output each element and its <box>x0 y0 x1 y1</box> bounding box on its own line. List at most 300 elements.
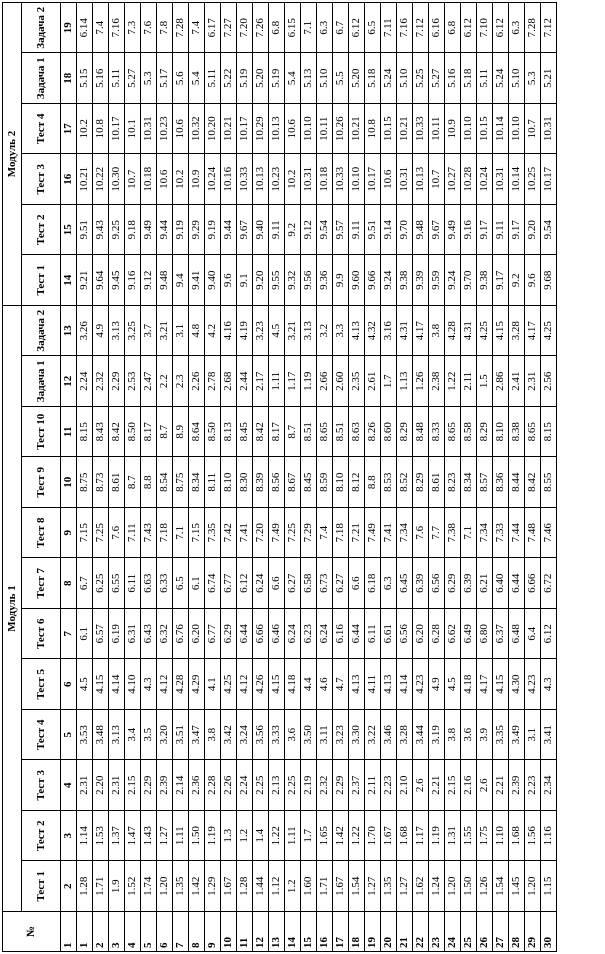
table-cell: 7.15 <box>77 508 93 559</box>
table-cell: 10.10 <box>461 104 477 155</box>
table-cell: 4.14 <box>109 659 125 710</box>
table-cell: 6.32 <box>157 609 173 660</box>
column-number: 8 <box>61 558 77 609</box>
table-row <box>525 3 541 952</box>
table-cell: 2.19 <box>301 760 317 811</box>
table-cell: 3.24 <box>237 710 253 761</box>
row-number: 22 <box>413 912 429 952</box>
table-cell: 6.40 <box>493 558 509 609</box>
table-cell: 9.17 <box>477 205 493 256</box>
table-cell: 6.39 <box>461 558 477 609</box>
table-cell: 10.31 <box>541 104 557 155</box>
table-cell: 6.63 <box>141 558 157 609</box>
table-cell: 1.56 <box>525 811 541 862</box>
table-cell: 6.12 <box>461 3 477 54</box>
table-cell: 4.28 <box>173 659 189 710</box>
table-cell: 5.6 <box>173 53 189 104</box>
table-cell: 1.19 <box>429 811 445 862</box>
table-cell: 6.56 <box>397 609 413 660</box>
table-cell: 10.33 <box>413 104 429 155</box>
table-cell: 8.54 <box>157 457 173 508</box>
table-cell: 5.4 <box>285 53 301 104</box>
column-number: 9 <box>61 508 77 559</box>
row-number: 2 <box>93 912 109 952</box>
table-cell: 6.25 <box>93 558 109 609</box>
table-cell: 10.28 <box>461 154 477 205</box>
table-cell: 1.54 <box>493 861 509 912</box>
table-cell: 2.38 <box>429 356 445 407</box>
table-cell: 10.29 <box>253 104 269 155</box>
table-cell: 1.16 <box>541 811 557 862</box>
column-number: 15 <box>61 205 77 256</box>
column-number: 11 <box>61 407 77 458</box>
table-cell: 5.15 <box>77 53 93 104</box>
table-cell: 6.14 <box>77 3 93 54</box>
module-1-column-header: Тест 4 <box>22 710 61 761</box>
table-cell: 2.31 <box>77 760 93 811</box>
table-cell: 1.22 <box>269 811 285 862</box>
column-names-row <box>22 3 61 952</box>
row-number: 19 <box>365 912 381 952</box>
table-cell: 10.31 <box>493 154 509 205</box>
table-cell: 4.18 <box>461 659 477 710</box>
table-cell: 7.7 <box>429 508 445 559</box>
table-cell: 4.5 <box>445 659 461 710</box>
table-cell: 8.45 <box>301 457 317 508</box>
table-row <box>93 3 109 952</box>
table-cell: 3.48 <box>93 710 109 761</box>
row-number: 11 <box>237 912 253 952</box>
table-cell: 4.9 <box>429 659 445 710</box>
table-cell: 6.24 <box>253 558 269 609</box>
table-cell: 1.75 <box>477 811 493 862</box>
table-cell: 7.1 <box>301 3 317 54</box>
table-cell: 6.5 <box>173 558 189 609</box>
table-cell: 9.6 <box>525 255 541 306</box>
table-cell: 10.2 <box>173 154 189 205</box>
table-cell: 9.11 <box>349 205 365 256</box>
table-cell: 2.31 <box>109 760 125 811</box>
table-cell: 6.80 <box>477 609 493 660</box>
table-cell: 9.19 <box>205 205 221 256</box>
table-cell: 5.18 <box>461 53 477 104</box>
table-cell: 9.12 <box>141 255 157 306</box>
table-cell: 8.39 <box>253 457 269 508</box>
table-cell: 6.3 <box>509 3 525 54</box>
table-cell: 3.50 <box>301 710 317 761</box>
table-cell: 1.54 <box>349 861 365 912</box>
table-cell: 10.30 <box>109 154 125 205</box>
table-cell: 3.23 <box>253 306 269 357</box>
table-cell: 2.37 <box>349 760 365 811</box>
row-number: 6 <box>157 912 173 952</box>
table-cell: 3.3 <box>333 306 349 357</box>
table-cell: 9.21 <box>77 255 93 306</box>
table-cell: 2.23 <box>525 760 541 811</box>
table-cell: 8.15 <box>541 407 557 458</box>
table-cell: 10.15 <box>477 104 493 155</box>
table-cell: 8.48 <box>413 407 429 458</box>
table-row <box>461 3 477 952</box>
table-row <box>493 3 509 952</box>
table-cell: 6.16 <box>429 3 445 54</box>
table-cell: 5.24 <box>381 53 397 104</box>
table-cell: 3.19 <box>429 710 445 761</box>
table-cell: 1.29 <box>205 861 221 912</box>
table-cell: 6.39 <box>413 558 429 609</box>
table-cell: 4.3 <box>141 659 157 710</box>
table-cell: 7.27 <box>221 3 237 54</box>
group-header-row <box>3 3 22 952</box>
module-2-column-header: Тест 1 <box>22 255 61 306</box>
column-number: 4 <box>61 760 77 811</box>
table-cell: 7.26 <box>253 3 269 54</box>
column-number: 18 <box>61 53 77 104</box>
table-cell: 10.27 <box>445 154 461 205</box>
table-cell: 9.17 <box>509 205 525 256</box>
table-cell: 2.21 <box>429 760 445 811</box>
table-cell: 2.44 <box>237 356 253 407</box>
table-cell: 8.17 <box>269 407 285 458</box>
table-cell: 8.12 <box>349 457 365 508</box>
table-cell: 7.3 <box>125 3 141 54</box>
table-cell: 6.8 <box>445 3 461 54</box>
table-cell: 2.15 <box>445 760 461 811</box>
table-cell: 6.73 <box>317 558 333 609</box>
table-cell: 7.11 <box>125 508 141 559</box>
table-cell: 6.66 <box>525 558 541 609</box>
table-cell: 5.11 <box>477 53 493 104</box>
table-cell: 2.35 <box>349 356 365 407</box>
table-cell: 3.21 <box>157 306 173 357</box>
table-cell: 6.16 <box>333 609 349 660</box>
table-cell: 7.10 <box>477 3 493 54</box>
table-cell: 2.21 <box>493 760 509 811</box>
table-cell: 6.62 <box>445 609 461 660</box>
table-cell: 10.31 <box>301 154 317 205</box>
table-cell: 9.11 <box>269 205 285 256</box>
table-cell: 8.75 <box>77 457 93 508</box>
table-cell: 3.28 <box>397 710 413 761</box>
table-cell: 9.54 <box>541 205 557 256</box>
row-number: 23 <box>429 912 445 952</box>
table-cell: 10.14 <box>493 104 509 155</box>
table-cell: 8.10 <box>221 457 237 508</box>
table-cell: 8.61 <box>429 457 445 508</box>
table-cell: 3.1 <box>525 710 541 761</box>
table-cell: 9.17 <box>493 255 509 306</box>
table-row <box>301 3 317 952</box>
table-cell: 10.13 <box>253 154 269 205</box>
table-cell: 3.1 <box>173 306 189 357</box>
table-cell: 2.15 <box>125 760 141 811</box>
table-cell: 1.68 <box>397 811 413 862</box>
table-cell: 6.15 <box>285 3 301 54</box>
table-row <box>413 3 429 952</box>
table-cell: 1.7 <box>381 356 397 407</box>
number-header: № <box>3 912 61 952</box>
table-cell: 1.20 <box>445 861 461 912</box>
table-cell: 4.18 <box>285 659 301 710</box>
table-cell: 6.56 <box>429 558 445 609</box>
table-cell: 6.24 <box>317 609 333 660</box>
table-cell: 3.6 <box>461 710 477 761</box>
table-row <box>157 3 173 952</box>
table-cell: 9.43 <box>93 205 109 256</box>
table-cell: 3.6 <box>285 710 301 761</box>
row-number: 20 <box>381 912 397 952</box>
module-1-column-header: Тест 1 <box>22 861 61 912</box>
table-cell: 9.54 <box>317 205 333 256</box>
table-cell: 1.28 <box>237 861 253 912</box>
table-cell: 7.34 <box>477 508 493 559</box>
table-cell: 8.15 <box>77 407 93 458</box>
table-cell: 10.14 <box>509 154 525 205</box>
table-cell: 5.20 <box>253 53 269 104</box>
module-1-column-header: Тест 6 <box>22 609 61 660</box>
table-cell: 3.16 <box>381 306 397 357</box>
table-cell: 10.10 <box>509 104 525 155</box>
table-cell: 2.53 <box>125 356 141 407</box>
table-cell: 9.11 <box>493 205 509 256</box>
table-cell: 3.23 <box>333 710 349 761</box>
table-cell: 4.1 <box>205 659 221 710</box>
table-cell: 6.77 <box>205 609 221 660</box>
table-cell: 10.18 <box>317 154 333 205</box>
table-cell: 7.1 <box>461 508 477 559</box>
table-cell: 4.28 <box>445 306 461 357</box>
table-cell: 7.49 <box>269 508 285 559</box>
table-cell: 1.3 <box>221 811 237 862</box>
table-cell: 1.20 <box>157 861 173 912</box>
table-cell: 1.7 <box>301 811 317 862</box>
row-number: 9 <box>205 912 221 952</box>
table-cell: 10.26 <box>333 104 349 155</box>
module-1-column-header: Тест 8 <box>22 508 61 559</box>
table-cell: 4.14 <box>397 659 413 710</box>
table-cell: 7.6 <box>109 508 125 559</box>
table-cell: 10.11 <box>429 104 445 155</box>
table-cell: 6.3 <box>381 558 397 609</box>
table-cell: 2.20 <box>93 760 109 811</box>
table-cell: 10.17 <box>109 104 125 155</box>
row-number: 13 <box>269 912 285 952</box>
table-cell: 4.11 <box>365 659 381 710</box>
table-cell: 9.38 <box>397 255 413 306</box>
table-cell: 4.23 <box>413 659 429 710</box>
table-cell: 3.33 <box>269 710 285 761</box>
table-cell: 7.8 <box>157 3 173 54</box>
table-cell: 8.63 <box>349 407 365 458</box>
table-cell: 2.16 <box>461 760 477 811</box>
module-2-header: Модуль 2 <box>3 3 22 306</box>
table-cell: 2.39 <box>157 760 173 811</box>
table-cell: 1.11 <box>285 811 301 862</box>
table-cell: 8.13 <box>221 407 237 458</box>
table-cell: 9.40 <box>253 205 269 256</box>
table-cell: 9.38 <box>477 255 493 306</box>
row-number: 25 <box>461 912 477 952</box>
table-row <box>109 3 125 952</box>
module-1-column-header: Задача 2 <box>22 306 61 357</box>
table-cell: 8.7 <box>285 407 301 458</box>
table-cell: 10.21 <box>349 104 365 155</box>
table-cell: 4.17 <box>413 306 429 357</box>
table-cell: 1.17 <box>413 811 429 862</box>
table-cell: 2.36 <box>189 760 205 811</box>
row-number: 24 <box>445 912 461 952</box>
table-cell: 5.10 <box>509 53 525 104</box>
table-cell: 5.19 <box>269 53 285 104</box>
table-cell: 3.25 <box>125 306 141 357</box>
table-cell: 4.9 <box>93 306 109 357</box>
table-cell: 1.67 <box>333 861 349 912</box>
table-cell: 4.15 <box>493 306 509 357</box>
table-cell: 6.7 <box>77 558 93 609</box>
column-number: 2 <box>61 861 77 912</box>
table-cell: 9.20 <box>525 205 541 256</box>
table-cell: 9.68 <box>541 255 557 306</box>
column-number: 7 <box>61 609 77 660</box>
table-cell: 3.47 <box>189 710 205 761</box>
row-number: 27 <box>493 912 509 952</box>
table-cell: 2.14 <box>173 760 189 811</box>
row-number: 16 <box>317 912 333 952</box>
table-cell: 4.10 <box>125 659 141 710</box>
table-cell: 4.3 <box>541 659 557 710</box>
table-cell: 8.38 <box>509 407 525 458</box>
table-cell: 10.13 <box>269 104 285 155</box>
table-cell: 8.67 <box>285 457 301 508</box>
table-cell: 5.20 <box>349 53 365 104</box>
table-cell: 10.9 <box>189 154 205 205</box>
table-cell: 8.42 <box>253 407 269 458</box>
row-number: 28 <box>509 912 525 952</box>
column-number: 16 <box>61 154 77 205</box>
table-cell: 7.11 <box>381 3 397 54</box>
table-cell: 2.28 <box>205 760 221 811</box>
table-cell: 1.37 <box>109 811 125 862</box>
table-cell: 7.43 <box>141 508 157 559</box>
table-cell: 1.35 <box>381 861 397 912</box>
table-cell: 3.8 <box>445 710 461 761</box>
table-cell: 10.6 <box>157 154 173 205</box>
table-cell: 7.12 <box>413 3 429 54</box>
table-cell: 3.53 <box>77 710 93 761</box>
module-1-column-header: Тест 9 <box>22 457 61 508</box>
table-cell: 3.13 <box>109 710 125 761</box>
table-cell: 9.48 <box>413 205 429 256</box>
table-cell: 6.44 <box>349 609 365 660</box>
table-cell: 2.41 <box>509 356 525 407</box>
module-1-column-header: Тест 10 <box>22 407 61 458</box>
table-cell: 10.20 <box>205 104 221 155</box>
table-cell: 7.42 <box>221 508 237 559</box>
table-cell: 2.86 <box>493 356 509 407</box>
table-cell: 6.11 <box>365 609 381 660</box>
table-cell: 2.31 <box>525 356 541 407</box>
table-cell: 1.14 <box>77 811 93 862</box>
module-1-column-header: Тест 2 <box>22 811 61 862</box>
table-cell: 1.62 <box>413 861 429 912</box>
table-cell: 3.8 <box>205 710 221 761</box>
table-cell: 1.65 <box>317 811 333 862</box>
table-cell: 3.8 <box>429 306 445 357</box>
table-cell: 6.77 <box>221 558 237 609</box>
table-cell: 5.21 <box>541 53 557 104</box>
module-2-column-header: Тест 2 <box>22 205 61 256</box>
table-cell: 7.41 <box>381 508 397 559</box>
table-cell: 2.34 <box>541 760 557 811</box>
table-cell: 7.16 <box>397 3 413 54</box>
table-cell: 8.43 <box>93 407 109 458</box>
table-cell: 9.44 <box>157 205 173 256</box>
table-cell: 5.24 <box>493 53 509 104</box>
table-cell: 10.10 <box>301 104 317 155</box>
table-cell: 7.41 <box>237 508 253 559</box>
table-cell: 6.61 <box>381 609 397 660</box>
table-cell: 1.44 <box>253 861 269 912</box>
table-cell: 1.52 <box>125 861 141 912</box>
table-cell: 4.25 <box>221 659 237 710</box>
table-cell: 8.23 <box>445 457 461 508</box>
table-cell: 7.6 <box>141 3 157 54</box>
table-cell: 9.59 <box>429 255 445 306</box>
table-cell: 5.4 <box>189 53 205 104</box>
table-cell: 3.35 <box>493 710 509 761</box>
table-cell: 1.2 <box>285 861 301 912</box>
table-cell: 9.60 <box>349 255 365 306</box>
table-cell: 5.18 <box>365 53 381 104</box>
table-cell: 6.27 <box>333 558 349 609</box>
table-cell: 9.45 <box>109 255 125 306</box>
row-number: 18 <box>349 912 365 952</box>
table-cell: 10.18 <box>141 154 157 205</box>
table-cell: 1.67 <box>221 861 237 912</box>
table-cell: 10.11 <box>317 104 333 155</box>
table-cell: 4.13 <box>349 659 365 710</box>
table-cell: 8.64 <box>189 407 205 458</box>
table-cell: 10.22 <box>93 154 109 205</box>
table-cell: 6.20 <box>413 609 429 660</box>
row-number: 3 <box>109 912 125 952</box>
column-number: 10 <box>61 457 77 508</box>
table-cell: 9.24 <box>381 255 397 306</box>
table-row <box>477 3 493 952</box>
table-cell: 9.25 <box>109 205 125 256</box>
table-cell: 4.25 <box>541 306 557 357</box>
table-cell: 3.21 <box>285 306 301 357</box>
table-cell: 5.25 <box>413 53 429 104</box>
table-cell: 8.50 <box>205 407 221 458</box>
table-cell: 6.27 <box>285 558 301 609</box>
table-cell: 2.61 <box>365 356 381 407</box>
table-cell: 6.18 <box>365 558 381 609</box>
row-number: 26 <box>477 912 493 952</box>
table-cell: 7.28 <box>173 3 189 54</box>
table-cell: 10.6 <box>381 154 397 205</box>
table-cell: 1.17 <box>285 356 301 407</box>
table-cell: 9.56 <box>301 255 317 306</box>
table-cell: 3.51 <box>173 710 189 761</box>
table-cell: 3.46 <box>381 710 397 761</box>
table-cell: 6.8 <box>269 3 285 54</box>
table-cell: 8.61 <box>109 457 125 508</box>
table-cell: 7.33 <box>493 508 509 559</box>
table-row <box>365 3 381 952</box>
table-cell: 4.6 <box>317 659 333 710</box>
table-cell: 7.12 <box>541 3 557 54</box>
